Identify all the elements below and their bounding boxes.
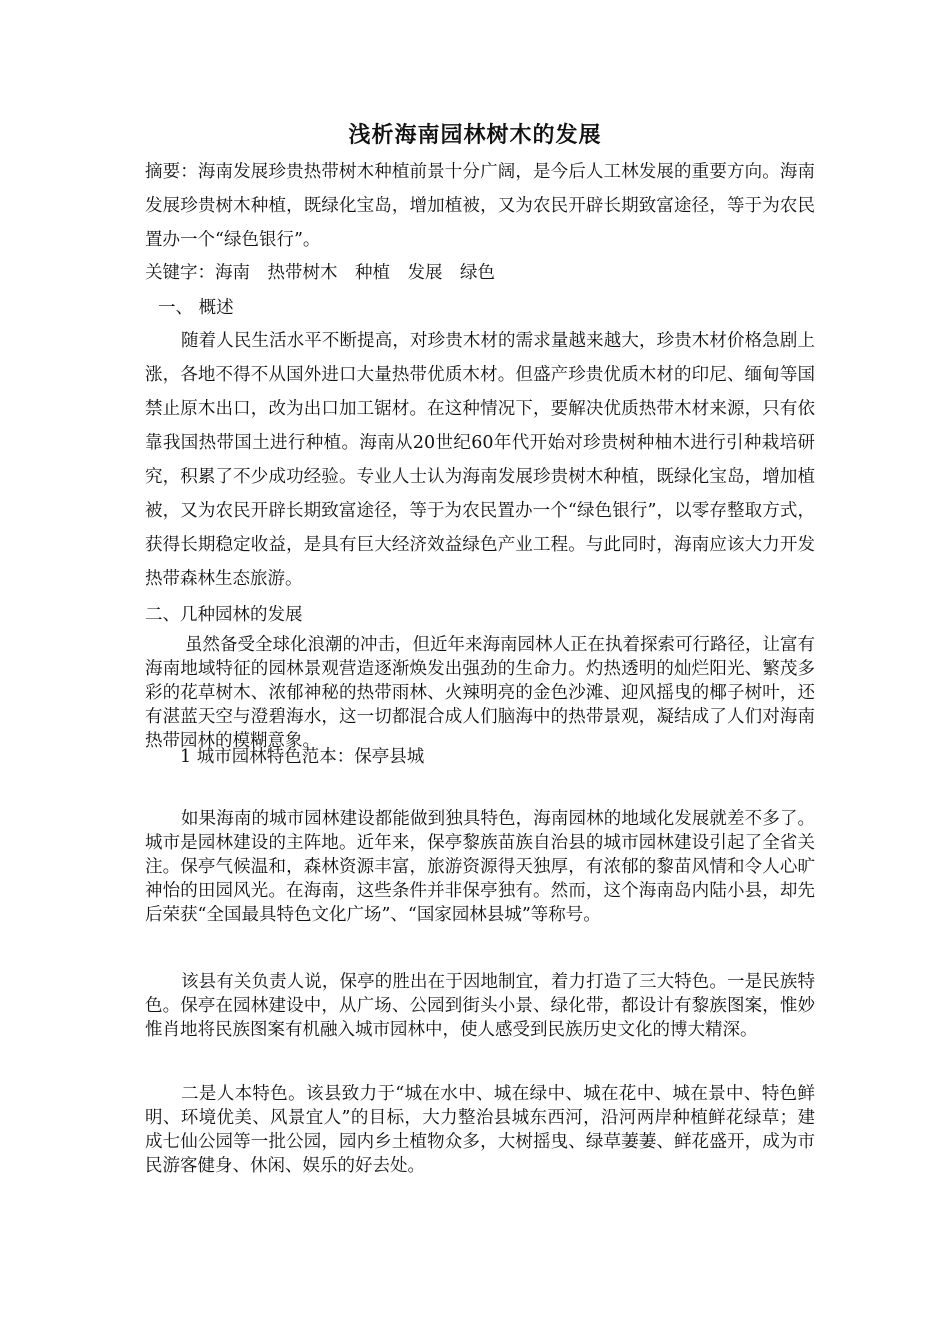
keywords-line: 关键字：海南 热带树木 种植 发展 绿色 [145,263,495,283]
section-heading-gardens: 二、几种园林的发展 [145,605,303,625]
section-heading-overview: 一、 概述 [158,298,234,318]
baoting-paragraph-2: 该县有关负责人说，保亭的胜出在于因地制宜，着力打造了三大特色。一是民族特色。保亭在园林建设中，从广场、公园到街头小景、绿化带，都设计有黎族图案，惟妙惟肖地将民族图案有机融入城市园林中，使人感受到民族历史文化的博大精深。 [145,972,815,1040]
overview-paragraph: 随着人民生活水平不断提高，对珍贵木材的需求量越来越大，珍贵木材价格急剧上涨，各地不得不从国外进口大量热带优质木材。但盛产珍贵优质木材的印尼、缅甸等国禁止原木出口，改为出口加工锯材。在这种情况下，要解决优质热带木材来源，只有依靠我国热带国土进行种植。海南从20世纪60年代开始对珍贵树种柚木进行引种栽培研究，积累了不少成功经验。专业人士认为海南发展珍贵树木种植，既绿化宝岛，增加植被，又为农民开辟长期致富途径，等于为农民置办一个“绿色银行”，以零存整取方式，获得长期稳定收益，是具有巨大经济效益绿色产业工程。与此同时，海南应该大力开发热带森林生态旅游。 [145,331,815,589]
subsection-heading-baoting: 1 城市园林特色范本：保亭县城 [180,747,425,767]
gardens-intro-paragraph: 虽然备受全球化浪潮的冲击，但近年来海南园林人正在执着探索可行路径，让富有海南地域特征的园林景观营造逐渐焕发出强劲的生命力。灼热透明的灿烂阳光、繁茂多彩的花草树木、浓郁神秘的热带雨林、火辣明亮的金色沙滩、迎风摇曳的椰子树叶，还有湛蓝天空与澄碧海水，这一切都混合成人们脑海中的热带景观，凝结成了人们对海南热带园林的模糊意象。 [145,635,815,751]
abstract-paragraph: 摘要：海南发展珍贵热带树木种植前景十分广阔，是今后人工林发展的重要方向。海南发展珍贵树木种植，既绿化宝岛，增加植被，又为农民开辟长期致富途径，等于为农民置办一个“绿色银行”。 [145,162,815,250]
document-title: 浅析海南园林树木的发展 [348,123,602,148]
baoting-paragraph-3: 二是人本特色。该县致力于“城在水中、城在绿中、城在花中、城在景中、特色鲜明、环境优美、风景宜人”的目标，大力整治县城东西河，沿河两岸种植鲜花绿草；建成七仙公园等一批公园，园内乡土植物众多，大树摇曳、绿草萋萋、鲜花盛开，成为市民游客健身、休闲、娱乐的好去处。 [145,1084,815,1176]
baoting-paragraph-1: 如果海南的城市园林建设都能做到独具特色，海南园林的地域化发展就差不多了。城市是园林建设的主阵地。近年来，保亭黎族苗族自治县的城市园林建设引起了全省关注。保亭气候温和，森林资源丰富，旅游资源得天独厚，有浓郁的黎苗风情和令人心旷神怡的田园风光。在海南，这些条件并非保亭独有。然而，这个海南岛内陆小县，却先后荣获“全国最具特色文化广场”、“国家园林县城”等称号。 [145,809,815,925]
